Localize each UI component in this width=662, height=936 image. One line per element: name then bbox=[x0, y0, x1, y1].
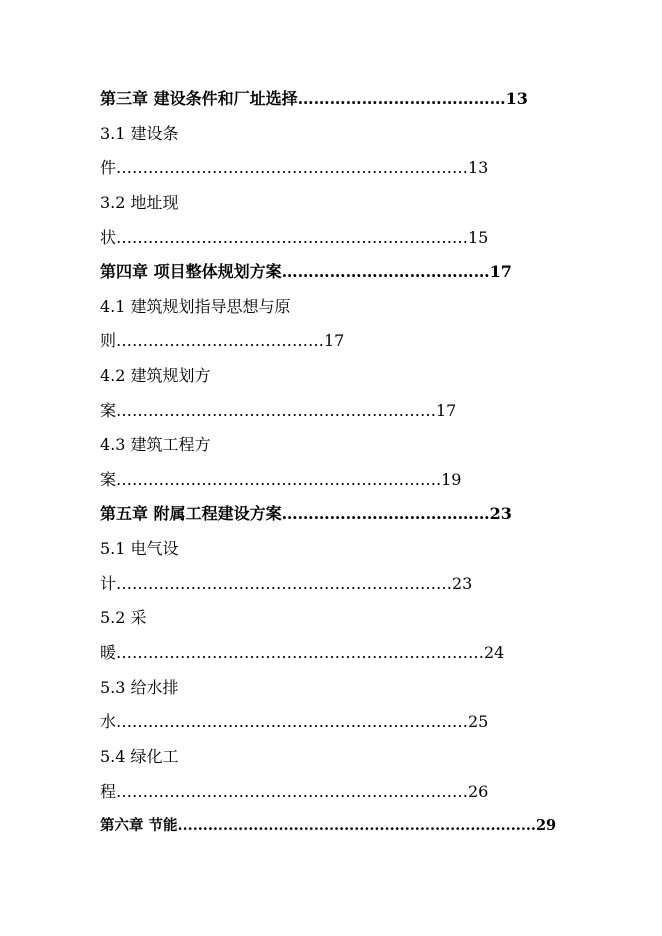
toc-line-4-2-cont: 案……………………………………………………17 bbox=[100, 401, 457, 420]
toc-line-chapter-4: 第四章 项目整体规划方案…………………………………17 bbox=[100, 262, 512, 281]
toc-line-5-4-cont: 程…………………………………………………………26 bbox=[100, 782, 489, 801]
toc-line-5-3: 5.3 给水排 bbox=[100, 678, 179, 697]
toc-line-4-1-cont: 则…………………………………17 bbox=[100, 331, 345, 350]
toc-line-3-2-cont: 状…………………………………………………………15 bbox=[100, 228, 489, 247]
toc-line-5-1-cont: 计………………………………………………………23 bbox=[100, 574, 473, 593]
toc-line-4-3: 4.3 建筑工程方 bbox=[100, 435, 211, 454]
toc-line-5-4: 5.4 绿化工 bbox=[100, 747, 179, 766]
toc-line-4-2: 4.2 建筑规划方 bbox=[100, 366, 211, 385]
toc-line-5-2: 5.2 采 bbox=[100, 608, 147, 627]
toc-line-5-1: 5.1 电气设 bbox=[100, 539, 179, 558]
toc-line-3-1-cont: 件…………………………………………………………13 bbox=[100, 158, 489, 177]
toc-line-5-3-cont: 水…………………………………………………………25 bbox=[100, 712, 489, 731]
toc-line-3-1: 3.1 建设条 bbox=[100, 124, 179, 143]
toc-line-5-2-cont: 暖……………………………………………………………24 bbox=[100, 643, 505, 662]
toc-line-4-3-cont: 案…………………………………………………….19 bbox=[100, 470, 462, 489]
toc-line-chapter-5: 第五章 附属工程建设方案…………………………………23 bbox=[100, 504, 512, 523]
toc-line-chapter-6: 第六章 节能.......................................................................29 bbox=[100, 817, 557, 834]
toc-line-4-1: 4.1 建筑规划指导思想与原 bbox=[100, 297, 291, 316]
toc-line-chapter-3: 第三章 建设条件和厂址选择…………………………………13 bbox=[100, 89, 528, 108]
toc-line-3-2: 3.2 地址现 bbox=[100, 193, 179, 212]
